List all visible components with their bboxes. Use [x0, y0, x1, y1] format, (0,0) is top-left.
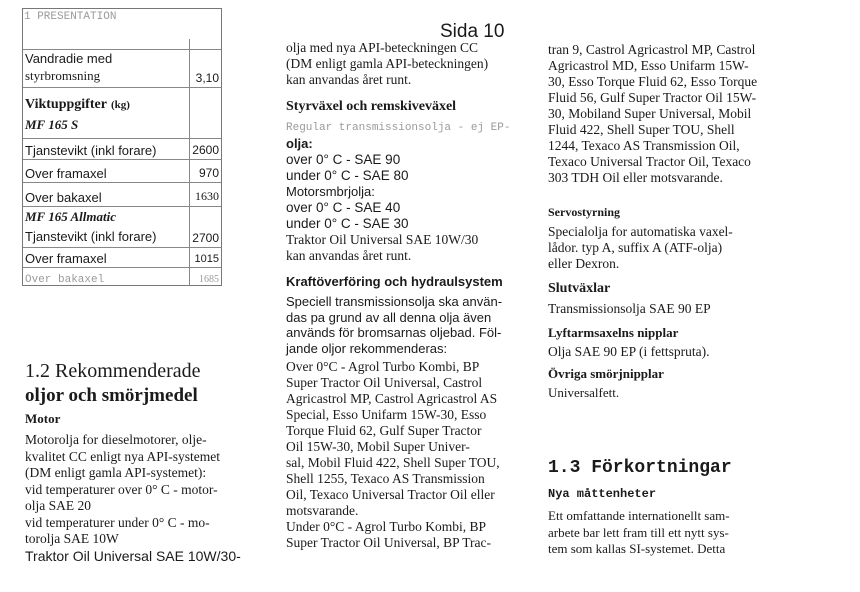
text-line: under 0° C - SAE 30	[286, 216, 409, 231]
row-value: 970	[198, 166, 219, 180]
text-line: torolja SAE 10W	[25, 531, 119, 546]
table-row	[23, 49, 221, 88]
text-line: tem som kallas SI-systemet. Detta	[548, 541, 726, 556]
row-value: 1685	[199, 274, 219, 285]
row-label: Vandradie med	[25, 51, 113, 66]
row-label: MF 165 Allmatic	[25, 209, 117, 224]
text-line: under 0° C - SAE 80	[286, 168, 409, 183]
row-value: 1630	[195, 189, 219, 203]
text-line: kan anvandas året runt.	[286, 248, 412, 263]
row-label: Over bakaxel	[25, 190, 102, 205]
text-line: Texaco Universal Tractor Oil, Texaco	[548, 154, 751, 169]
text-line: Special, Esso Unifarm 15W-30, Esso	[286, 407, 487, 422]
text-line: 30, Esso Torque Fluid 62, Esso Torque	[548, 74, 758, 89]
table-row	[23, 247, 221, 268]
row-value: 3,10	[195, 71, 219, 85]
table-row	[23, 87, 221, 139]
table-row	[23, 206, 221, 248]
text-line: vid temperaturer over 0° C - motor-	[25, 481, 218, 497]
styrvaxel-heading: Styrväxel och remskiveväxel	[286, 99, 457, 114]
row-label: Over framaxel	[25, 251, 107, 266]
text-line: Traktor Oil Universal SAE 10W/30	[286, 232, 479, 247]
servo-heading: Servostyrning	[548, 205, 620, 219]
column-2	[286, 40, 526, 551]
subsection-heading: Motor	[25, 411, 61, 426]
row-value: 2700	[192, 231, 219, 245]
text-line: Oil 15W-30, Mobil Super Univer-	[286, 439, 470, 454]
motor-text	[25, 432, 241, 564]
text-line: Motorolja for dieselmotorer, olje-	[25, 432, 207, 447]
ovriga-heading: Övriga smörjnipplar	[548, 366, 664, 381]
text-line: Universalfett.	[548, 385, 620, 400]
table-row	[23, 159, 221, 183]
text-line: Specialolja for automatiska vaxel-	[548, 224, 733, 239]
section-1-3-text	[548, 508, 730, 558]
text-line: Super Tractor Oil Universal, BP Trac-	[286, 535, 491, 550]
text-line: Speciell transmissionsolja ska använ-	[286, 294, 503, 309]
lyftarm-heading: Lyftarmsaxelns nipplar	[548, 325, 679, 340]
page-label: Sida 10	[440, 21, 505, 42]
table-row	[23, 138, 221, 160]
row-label-2: Tjanstevikt (inkl forare)	[25, 229, 157, 244]
text-line: over 0° C - SAE 90	[286, 152, 401, 167]
text-line: Agricastrol MD, Esso Unifarm 15W-	[548, 58, 749, 73]
row-label-suffix: (kg)	[110, 99, 130, 111]
text-line: Over 0°C - Agrol Turbo Kombi, BP	[286, 359, 480, 374]
text-line: motsvarande.	[286, 503, 359, 518]
text-line: olja med nya API-beteckningen CC	[286, 40, 478, 55]
text-line: Ett omfattande internationellt sam-	[548, 508, 730, 523]
text-line: Motorsmbrjolja:	[286, 184, 375, 199]
text-line: Transmissionsolja SAE 90 EP	[548, 301, 711, 316]
text-line: Fluid 422, Shell Super TOU, Shell	[548, 122, 735, 137]
text-line: Agricastrol MP, Castrol Agricastrol AS	[286, 391, 498, 406]
presentation-table	[22, 8, 222, 286]
text-line: Oil, Texaco Universal Tractor Oil eller	[286, 487, 495, 502]
table-row	[23, 267, 221, 286]
text-line: jande oljor rekommenderas:	[286, 340, 448, 356]
section-1-3-title	[548, 458, 732, 478]
row-label: Over framaxel	[25, 166, 107, 181]
row-value: 1015	[194, 253, 219, 265]
section-1-3-subhead: Nya måttenheter	[548, 487, 657, 501]
section-title: 1.2 Rekommenderade	[25, 360, 201, 382]
text-line: (DM enligt gamla API-systemet):	[25, 465, 207, 480]
text-line: tran 9, Castrol Agricastrol MP, Castrol	[548, 42, 756, 57]
row-label-2: styrbromsning	[25, 68, 101, 83]
text-line: 30, Mobiland Super Universal, Mobil	[548, 106, 752, 121]
text-line: Regular transmissionsolja - ej EP-	[286, 122, 511, 134]
table-header: 1 PRESENTATION	[24, 11, 117, 23]
column-3	[548, 42, 788, 401]
text-line: Super Tractor Oil Universal, Castrol	[286, 375, 483, 390]
row-label: Viktuppgifter	[25, 97, 107, 112]
text-line: kvalitet CC enligt nya API-systemet	[25, 448, 220, 464]
section-title: 1.3 Förkortningar	[548, 458, 732, 478]
row-label: Tjanstevikt (inkl forare)	[25, 143, 157, 158]
text-line: over 0° C - SAE 40	[286, 200, 401, 215]
text-line: arbete bar lett fram till ett nytt sys-	[548, 524, 729, 540]
text-line: används för bromsarnas oljebad. Föl-	[286, 325, 502, 340]
text-line: Under 0°C - Agrol Turbo Kombi, BP	[286, 519, 487, 534]
text-line: 1244, Texaco AS Transmission Oil,	[548, 138, 740, 153]
table-row	[23, 182, 221, 207]
text-line: Torque Fluid 62, Gulf Super Tractor	[286, 423, 482, 438]
text-line: Shell 1255, Texaco AS Transmission	[286, 471, 485, 486]
row-label: Over bakaxel	[25, 274, 105, 286]
text-line: Fluid 56, Gulf Super Tractor Oil 15W-	[548, 90, 757, 105]
text-line: Olja SAE 90 EP (i fettspruta).	[548, 344, 710, 359]
text-line: 303 TDH Oil eller motsvarande.	[548, 170, 723, 185]
kraft-heading: Kraftöverföring och hydraulsystem	[286, 274, 503, 289]
text-line: eller Dexron.	[548, 256, 620, 271]
text-line: olja:	[286, 136, 313, 151]
row-label-2: MF 165 S	[25, 117, 79, 132]
row-value: 2600	[192, 143, 219, 157]
text-line: lådor. typ A, suffix A (ATF-olja)	[548, 240, 723, 255]
text-line: (DM enligt gamla API-beteckningen)	[286, 56, 489, 71]
slutvaxlar-heading: Slutväxlar	[548, 281, 611, 296]
section-title-2: oljor och smörjmedel	[25, 385, 198, 406]
text-line: das pa grund av all denna olja även	[286, 309, 492, 325]
text-line: vid temperaturer under 0° C - mo-	[25, 514, 210, 530]
text-line: sal, Mobil Fluid 422, Shell Super TOU,	[286, 455, 500, 470]
text-line: olja SAE 20	[25, 498, 91, 513]
text-line: kan anvandas året runt.	[286, 72, 412, 87]
text-line: Traktor Oil Universal SAE 10W/30-	[25, 547, 241, 564]
